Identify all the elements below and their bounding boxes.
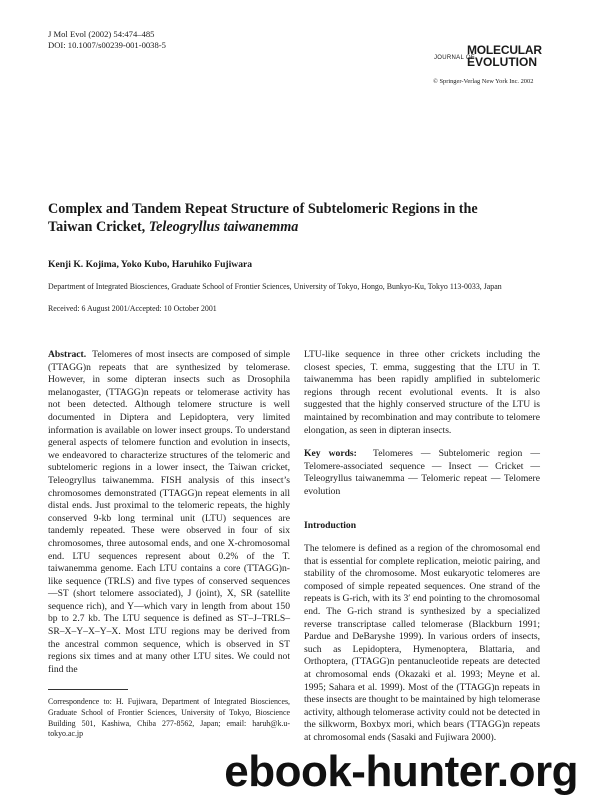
abstract-text: Telomeres of most insects are composed of simple (TTAGG)n repeats that are synthesized by telomerase. However, in some dipteran insects such as Drosophila melanogaster, (TTAGG)n repeats or telomerase activity has not been detected. Although telomere structure is well documented in Diptera and Lepidoptera, very limited information is available on lower insect groups. To understand general aspects of telomere function and evolution in insects, we endeavored to characterize structures of the telomeric and subtelomeric regions in a lower insect, the Taiwan cricket, Teleogryllus taiwanemma. FISH analysis of this insect’s chromosomes demonstrated (TTAGG)n repeat elements in all distal ends. Just proximal to the telomeric repeats, the highly conserved 9-kb long terminal unit (LTU) sequences are tandemly repeated. These were observed in four of six chromosomes, three autosomal ends, and one X-chromosomal end. LTU sequences represent about 0.2% of the T. taiwanemma genome. Each LTU contains a core (TTAGG)n-like sequence (TRLS) and five types of conserved sequences—ST (short telomere associated), J (joint), X, SR (satellite sequence rich), and Y—which vary in length from about 150 bp to 2.7 kb. The LTU sequence is defined as ST–J–TRLS–SR–X–Y–X–Y–X. Most LTU regions may be derived from the ancestral common sequence, which is observed in ST regions six times and at many other LTU sites. We could not find the [48,349,290,675]
correspondence-footnote: Correspondence to: H. Fujiwara, Department of Integrated Biosciences, Graduate School of Frontier Sciences, University of Tokyo, Bioscience Building 501, Kashiwa, Chiba 277-8562, Japan; email: haruh@k.u-tokyo.ac.jp [48,697,290,739]
journal-citation-block [48,29,166,51]
title-line2 [48,218,548,236]
copyright-line: © Springer-Verlag New York Inc. 2002 [433,78,534,85]
watermark-text: ebook-hunter.org [224,747,578,796]
footnote-rule [48,689,128,690]
keywords-label: Key words: [304,448,357,459]
watermark-logo [100,740,580,800]
abstract [48,349,290,676]
journal-logo [434,44,540,70]
introduction-text: The telomere is defined as a region of the chromosomal end that is essential for complete replication, meiotic pairing, and stability of the chromosome. Most eukaryotic telomeres are composed of simple repeated sequences. One strand of the repeats is G-rich, with its 3′ end pointing to the chromosomal end. The G-rich strand is synthesized by a specialized reverse transcriptase called telomerase (Blackburn 1991; Pardue and DeBaryshe 1999). In various orders of insects, such as Lepidoptera, Hymenoptera, Blattaria, and Orthoptera, (TTAGG)n pentanucleotide repeats are detected at chromosomal ends (Okazaki et al. 1993; Meyne et al. 1995; Sahara et al. 1999). Most of the (TTAGG)n repeats in these insects are thought to be maintained by high telomerase activity, although telomerase activity could not be detected in the silkworm, Boxbyx mori, which bears (TTAGG)n repeats at chromosomal ends (Sasaki and Fujiwara 2000). [304,543,540,743]
title-line1: Complex and Tandem Repeat Structure of Subtelomeric Regions in the [48,201,478,217]
keywords [304,448,540,498]
journal-citation: J Mol Evol (2002) 54:474–485 [48,29,155,39]
keywords-text: Telomeres — Subtelomeric region — Telomere-associated sequence — Insect — Cricket — Teleogryllus taiwanemma — Telomeric repeat — Telomere evolution [304,448,541,497]
title-species: Teleogryllus taiwanemma [148,219,299,235]
author-list: Kenji K. Kojima, Yoko Kubo, Haruhiko Fujiwara [48,259,253,270]
affiliation: Department of Integrated Biosciences, Graduate School of Frontier Sciences, University of Tokyo, Hongo, Bunkyo-Ku, Tokyo 113-0033, Japan [48,282,502,291]
section-heading-introduction: Introduction [304,520,357,531]
journal-logo-line2: EVOLUTION [467,55,538,69]
journal-logo-small: JOURNAL OF [434,55,475,61]
doi-line: DOI: 10.1007/s00239-001-0038-5 [48,40,166,50]
abstract-continued: LTU-like sequence in three other crickets including the closest species, T. emma, suggesting that the LTU in T. taiwanemma has been rapidly amplified in subtelomeric regions through recent evolutional events. It is also suggested that the highly conserved structure of the LTU is maintained by recombination and may contribute to telomere elongation, as seen in dipteran insects. [304,349,540,436]
journal-logo-line1: MOLECULAR [467,43,542,57]
received-dates: Received: 6 August 2001/Accepted: 10 October 2001 [48,304,217,313]
title-plain: Taiwan Cricket, [48,219,149,235]
article-title [48,200,548,236]
abstract-label: Abstract. [48,349,87,360]
